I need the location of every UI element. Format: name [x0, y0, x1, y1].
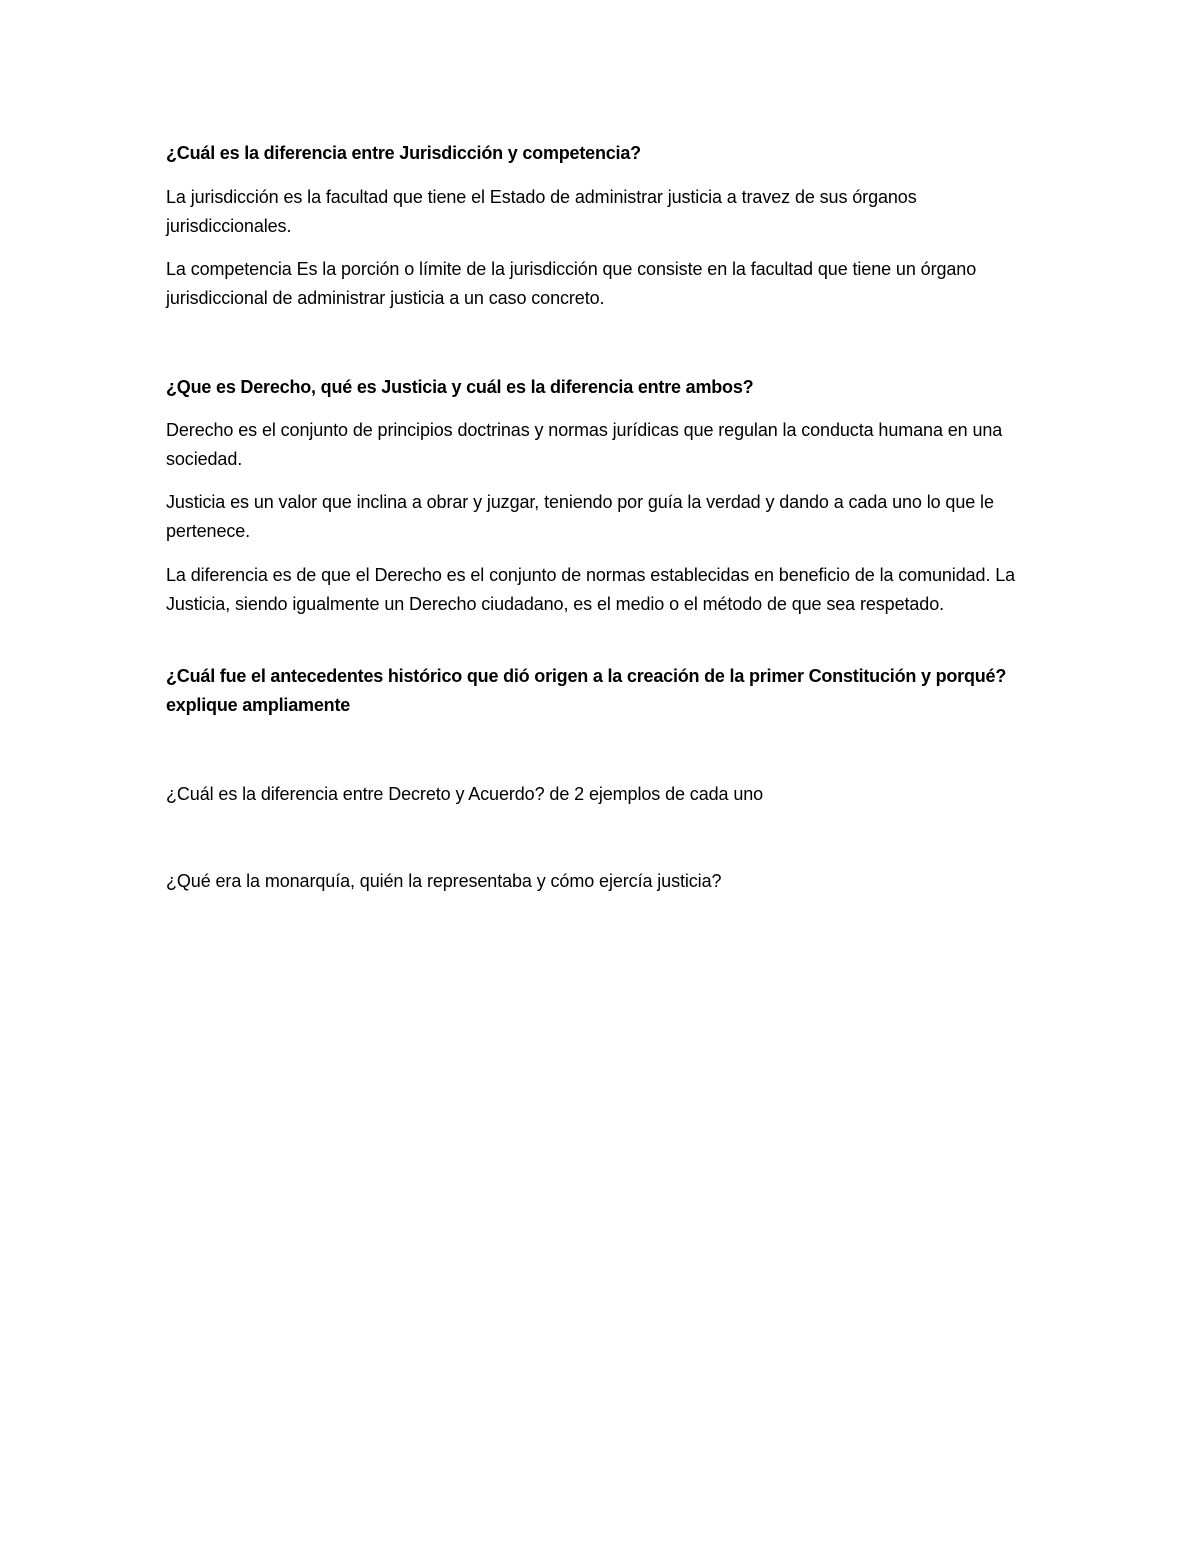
answer-paragraph: La diferencia es de que el Derecho es el conjunto de normas establecidas en beneficio de la comunidad. La Justicia, siendo igualmente un Derecho ciudadano, es el medio o el método de que sea respetado. — [166, 565, 1016, 614]
question-monarquia: ¿Qué era la monarquía, quién la representaba y cómo ejercía justicia? — [166, 871, 722, 891]
question-decreto-acuerdo: ¿Cuál es la diferencia entre Decreto y Acuerdo? de 2 ejemplos de cada uno — [166, 784, 764, 804]
answer-paragraph: Derecho es el conjunto de principios doctrinas y normas jurídicas que regulan la conducta humana en una sociedad. — [166, 420, 1003, 469]
answer-paragraph: La competencia Es la porción o límite de la jurisdicción que consiste en la facultad que tiene un órgano jurisdiccional de administrar justicia a un caso concreto. — [166, 259, 977, 308]
answer-paragraph: La jurisdicción es la facultad que tiene el Estado de administrar justicia a travez de sus órganos jurisdiccionales. — [166, 187, 917, 236]
question-heading-derecho-justicia: ¿Que es Derecho, qué es Justicia y cuál es la diferencia entre ambos? — [166, 377, 754, 397]
question-heading-jurisdiccion: ¿Cuál es la diferencia entre Jurisdicción y competencia? — [166, 143, 641, 163]
answer-paragraph: Justicia es un valor que inclina a obrar y juzgar, teniendo por guía la verdad y dando a cada uno lo que le pertenece. — [166, 492, 994, 541]
question-heading-constitucion: ¿Cuál fue el antecedentes histórico que dió origen a la creación de la primer Constitución y porqué? explique ampliamente — [166, 666, 1007, 715]
